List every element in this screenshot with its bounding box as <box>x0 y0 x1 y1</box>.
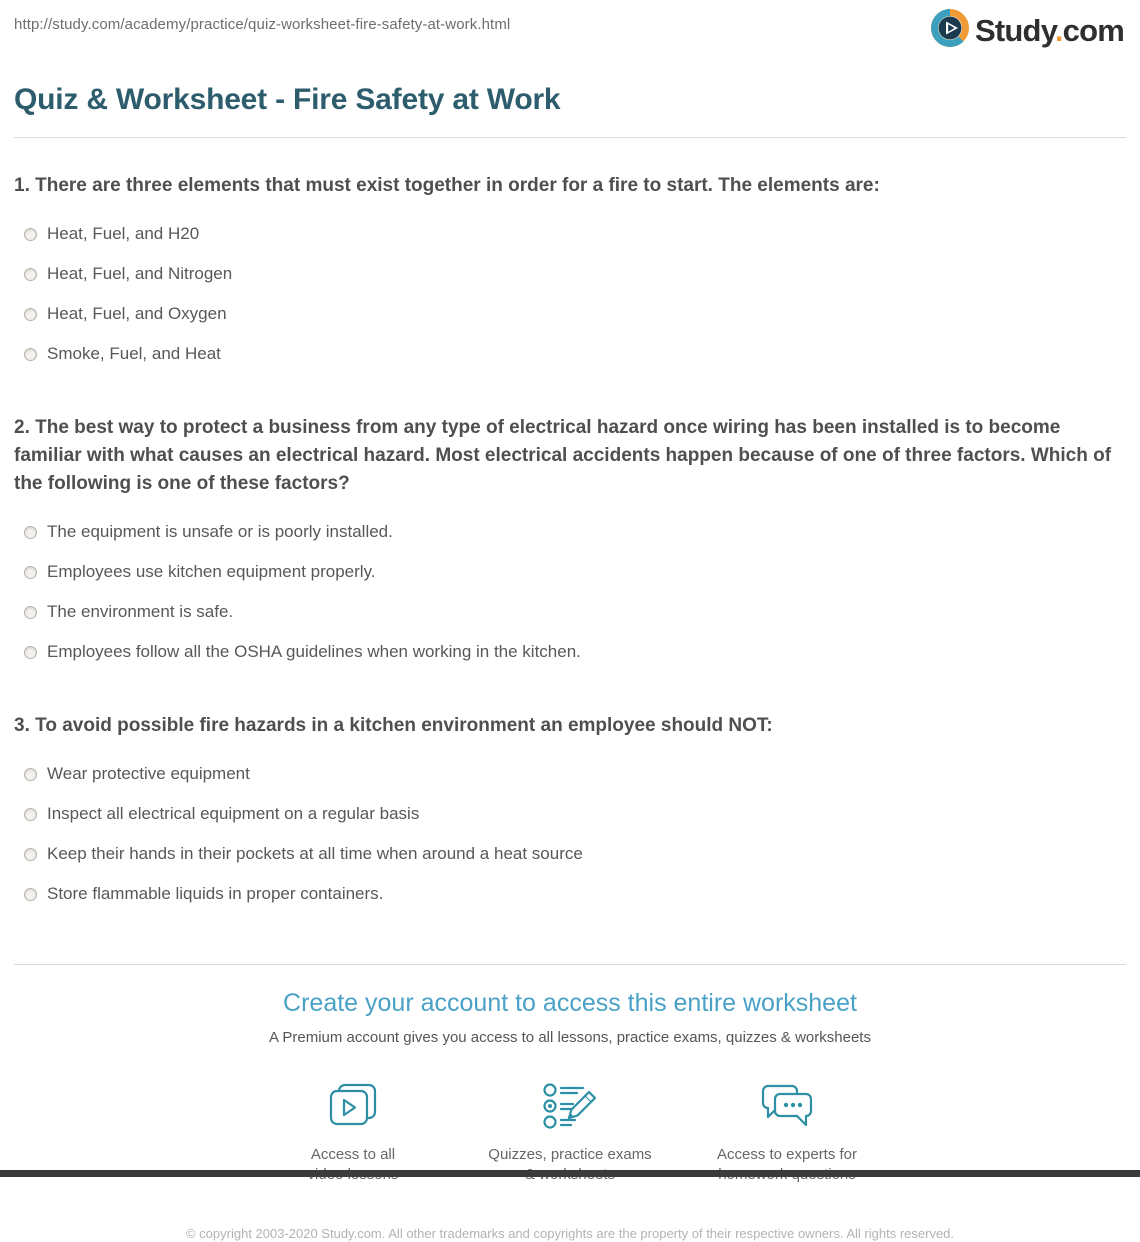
title-divider <box>14 137 1126 138</box>
question-3-option-c[interactable] <box>14 834 1126 874</box>
studycom-logo-text: Study.com <box>975 12 1124 48</box>
option-label: Employees use kitchen equipment properly. <box>47 562 376 581</box>
question-3-options <box>14 754 1126 914</box>
question-2 <box>14 414 1126 672</box>
option-label: Heat, Fuel, and H20 <box>47 224 200 243</box>
radio-button[interactable] <box>24 348 37 361</box>
question-2-text: 2. The best way to protect a business from any type of electrical hazard once wiring has been installed is to become familiar with what causes an electrical hazard. Most electrical accidents happen because of one of three factors. Which of the following is one of these factors? <box>14 417 1112 494</box>
question-1-option-d[interactable] <box>14 334 1126 374</box>
radio-button[interactable] <box>24 566 37 579</box>
radio-button[interactable] <box>24 768 37 781</box>
question-3-option-d[interactable] <box>14 874 1126 914</box>
page-url: http://study.com/academy/practice/quiz-worksheet-fire-safety-at-work.html <box>14 16 511 33</box>
page-title: Quiz & Worksheet - Fire Safety at Work <box>14 83 561 116</box>
radio-button[interactable] <box>24 646 37 659</box>
radio-button[interactable] <box>24 606 37 619</box>
option-label: Store flammable liquids in proper containers. <box>47 884 384 903</box>
question-3-option-b[interactable] <box>14 794 1126 834</box>
question-1-options <box>14 214 1126 374</box>
radio-button[interactable] <box>24 888 37 901</box>
question-3-text: 3. To avoid possible fire hazards in a kitchen environment an employee should NOT: <box>14 715 773 736</box>
question-1-option-a[interactable] <box>14 214 1126 254</box>
feature-caption: Access to experts for <box>716 1146 858 1163</box>
feature-caption: Quizzes, practice exams <box>488 1146 652 1163</box>
top-bar <box>0 0 1140 53</box>
option-label: Keep their hands in their pockets at all time when around a heat source <box>47 844 583 863</box>
question-2-options <box>14 512 1126 672</box>
quizzes-worksheets-icon <box>462 1080 679 1132</box>
question-2-option-a[interactable] <box>14 512 1126 552</box>
question-2-option-d[interactable] <box>14 632 1126 672</box>
option-label: Wear protective equipment <box>47 764 250 783</box>
cta-divider <box>14 964 1126 965</box>
feature-caption: Access to all <box>310 1146 396 1163</box>
question-3-option-a[interactable] <box>14 754 1126 794</box>
option-label: Smoke, Fuel, and Heat <box>47 344 221 363</box>
option-label: The equipment is unsafe or is poorly installed. <box>47 522 393 541</box>
studycom-logo-icon <box>930 8 970 53</box>
option-label: Heat, Fuel, and Oxygen <box>47 304 227 323</box>
quiz-body <box>0 172 1140 914</box>
copyright-text: © copyright 2003-2020 Study.com. All other trademarks and copyrights are the property of their respective owners. All rights reserved. <box>185 1226 955 1241</box>
radio-button[interactable] <box>24 308 37 321</box>
cta-subheading: A Premium account gives you access to all lessons, practice exams, quizzes & worksheets <box>269 1029 871 1046</box>
option-label: Heat, Fuel, and Nitrogen <box>47 264 233 283</box>
question-1-option-b[interactable] <box>14 254 1126 294</box>
radio-button[interactable] <box>24 268 37 281</box>
question-1-text: 1. There are three elements that must exist together in order for a fire to start. The elements are: <box>14 175 880 196</box>
homework-experts-icon <box>679 1080 896 1132</box>
radio-button[interactable] <box>24 526 37 539</box>
question-3 <box>14 712 1126 914</box>
option-label: Inspect all electrical equipment on a regular basis <box>47 804 420 823</box>
question-2-option-c[interactable] <box>14 592 1126 632</box>
studycom-logo[interactable] <box>930 8 1124 53</box>
question-2-option-b[interactable] <box>14 552 1126 592</box>
question-1-option-c[interactable] <box>14 294 1126 334</box>
radio-button[interactable] <box>24 228 37 241</box>
question-1 <box>14 172 1126 374</box>
video-lessons-icon <box>245 1080 462 1132</box>
bottom-border-bar <box>0 1170 1140 1177</box>
radio-button[interactable] <box>24 848 37 861</box>
radio-button[interactable] <box>24 808 37 821</box>
option-label: Employees follow all the OSHA guidelines when working in the kitchen. <box>47 642 581 661</box>
cta-heading[interactable]: Create your account to access this entire worksheet <box>283 989 857 1017</box>
option-label: The environment is safe. <box>47 602 234 621</box>
